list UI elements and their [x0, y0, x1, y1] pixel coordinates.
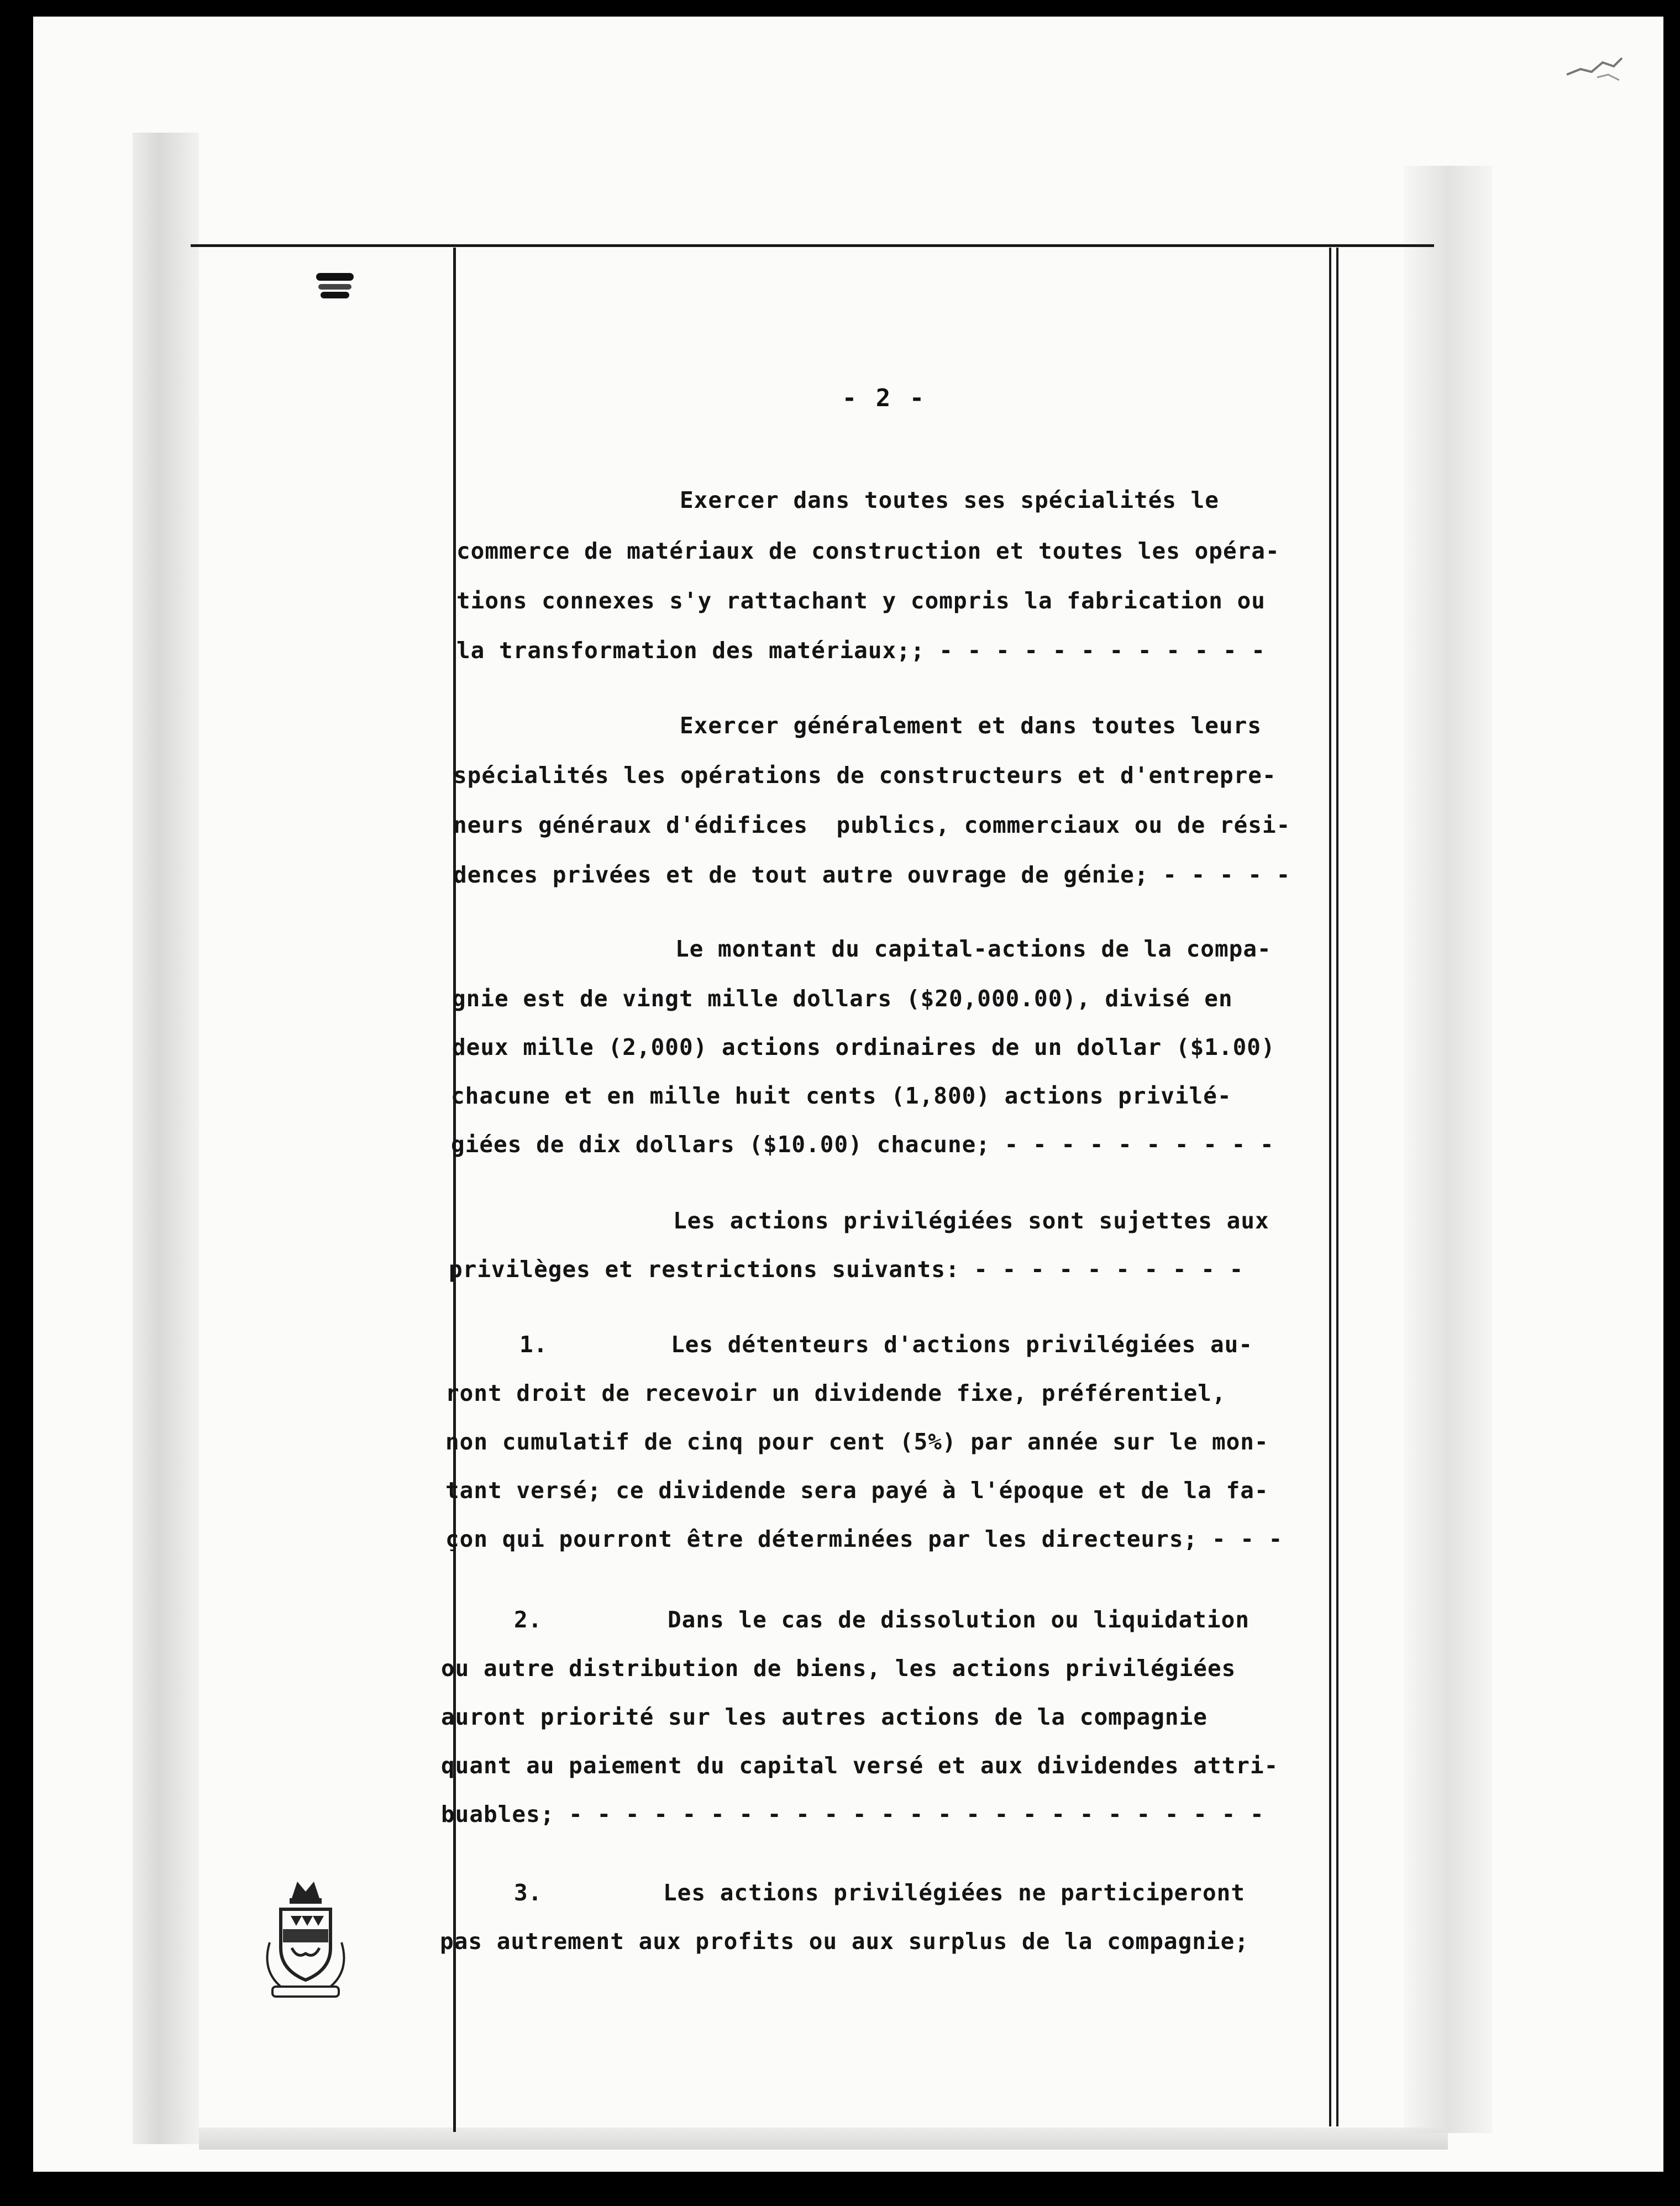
paragraph-2-line-2: spécialités les opérations de constructeurs et d'entrepre-	[453, 762, 1277, 789]
margin-rule	[453, 248, 456, 2132]
clause-3-line-1: Les actions privilégiées ne participeront	[663, 1879, 1246, 1906]
clause-1-line-4: tant versé; ce dividende sera payé à l'époque et de la fa-	[445, 1477, 1269, 1504]
page-number: - 2 -	[842, 384, 927, 412]
clause-1-line-5: çon qui pourront être déterminées par les directeurs; - - -	[445, 1526, 1283, 1552]
clause-2-line-4: quant au paiement du capital versé et aux dividendes attri-	[441, 1752, 1279, 1779]
clause-2-line-1: Dans le cas de dissolution ou liquidation	[668, 1606, 1250, 1633]
quebec-coat-of-arms-emblem-icon	[259, 1876, 353, 2002]
clause-1-line-1: Les détenteurs d'actions privilégiées au-	[671, 1331, 1253, 1358]
right-rule-outer	[1336, 248, 1338, 2126]
paragraph-4-line-2: privilèges et restrictions suivants: - - - - - - - - - -	[449, 1256, 1244, 1283]
paragraph-3-line-4: chacune et en mille huit cents (1,800) actions privilé-	[451, 1083, 1232, 1109]
clause-3-line-2: pas autrement aux profits ou aux surplus de la compagnie;	[440, 1928, 1249, 1955]
paper-clip-mark-icon	[315, 271, 355, 302]
paragraph-2-line-4: dences privées et de tout autre ouvrage de génie; - - - - -	[453, 862, 1291, 888]
clause-1-line-2: ront droit de recevoir un dividende fixe, préférentiel,	[445, 1380, 1226, 1406]
clause-1-line-3: non cumulatif de cinq pour cent (5%) par année sur le mon-	[445, 1428, 1269, 1455]
paragraph-1-line-4: la transformation des matériaux;; - - - - - - - - - - - -	[456, 637, 1266, 664]
clause-1-number: 1.	[519, 1331, 548, 1358]
paragraph-1-line-2: commerce de matériaux de construction et toutes les opéra-	[456, 538, 1280, 564]
top-rule	[191, 244, 1434, 247]
paragraph-2-line-1: Exercer généralement et dans toutes leurs	[680, 712, 1262, 739]
right-rule-inner	[1329, 248, 1331, 2126]
scan-shadow-right	[1404, 166, 1492, 2133]
clause-2-number: 2.	[514, 1606, 543, 1633]
paragraph-3-line-2: gnie est de vingt mille dollars ($20,000.00), divisé en	[452, 985, 1233, 1012]
paragraph-2-line-3: neurs généraux d'édifices publics, commerciaux ou de rési-	[453, 812, 1291, 838]
scan-shadow-bottom	[199, 2128, 1448, 2150]
paragraph-1-line-1: Exercer dans toutes ses spécialités le	[680, 487, 1219, 513]
clause-2-line-2: ou autre distribution de biens, les actions privilégiées	[441, 1655, 1236, 1682]
paragraph-3-line-5: giées de dix dollars ($10.00) chacune; - - - - - - - - - -	[451, 1131, 1274, 1158]
paragraph-3-line-1: Le montant du capital-actions de la compa-	[675, 936, 1272, 962]
paragraph-1-line-3: tions connexes s'y rattachant y compris la fabrication ou	[456, 587, 1266, 614]
scan-shadow-left	[133, 133, 199, 2144]
clause-2-line-5: buables; - - - - - - - - - - - - - - - - - - - - - - - - -	[441, 1801, 1264, 1827]
paragraph-4-line-1: Les actions privilégiées sont sujettes aux	[673, 1207, 1269, 1234]
clause-3-number: 3.	[514, 1879, 543, 1906]
scan-artifact-icon	[1564, 52, 1625, 86]
clause-2-line-3: auront priorité sur les autres actions de la compagnie	[441, 1704, 1208, 1730]
paragraph-3-line-3: deux mille (2,000) actions ordinaires de un dollar ($1.00)	[452, 1034, 1275, 1060]
